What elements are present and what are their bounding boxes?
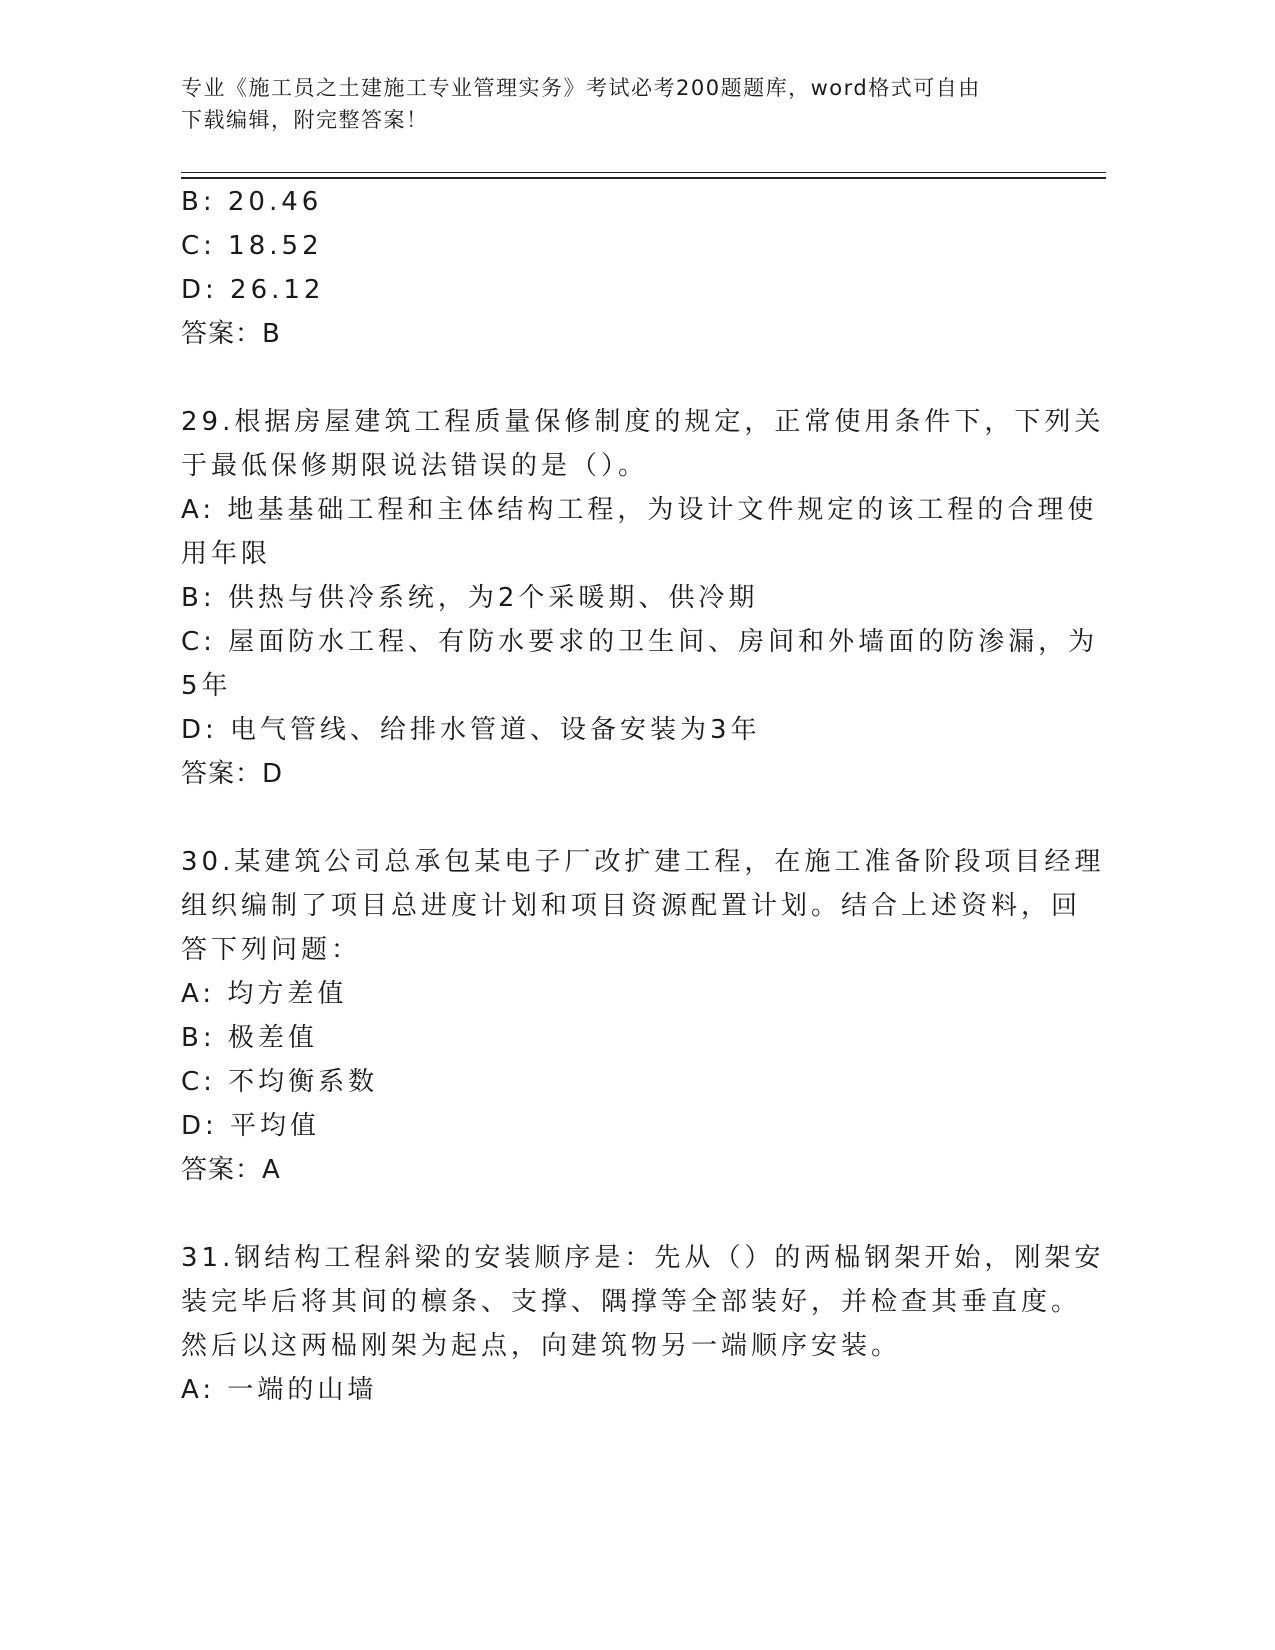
- spacer: [181, 1192, 1041, 1236]
- question-text-line: 31.钢结构工程斜梁的安装顺序是：先从（）的两榀钢架开始，刚架安: [181, 1243, 1105, 1273]
- header-rule-thin: [181, 172, 1106, 173]
- option-c-continued: 5年: [181, 671, 232, 701]
- question-31: [181, 1236, 1105, 1412]
- question-text-line: 组织编制了项目总进度计划和项目资源配置计划。结合上述资料，回: [181, 891, 1082, 921]
- option-c: C: 不均衡系数: [181, 1067, 379, 1097]
- header-rule-thick: [181, 177, 1106, 179]
- option-c: C: 18.52: [181, 231, 323, 261]
- question-30: [181, 840, 1105, 1192]
- spacer: [181, 796, 1041, 840]
- option-a: A: 地基基础工程和主体结构工程，为设计文件规定的该工程的合理使: [181, 495, 1098, 525]
- option-d: D: 电气管线、给排水管道、设备安装为3年: [181, 715, 761, 745]
- option-b: B: 20.46: [181, 187, 323, 217]
- option-c: C: 屋面防水工程、有防水要求的卫生间、房间和外墙面的防渗漏，为: [181, 627, 1099, 657]
- option-b: B: 供热与供冷系统，为2个采暖期、供冷期: [181, 583, 759, 613]
- option-a-continued: 用年限: [181, 539, 272, 569]
- option-d: D: 平均值: [181, 1111, 321, 1141]
- document-body: [181, 180, 1105, 1412]
- header-line-2: 下载编辑，附完整答案！: [181, 108, 429, 132]
- question-text-line: 然后以这两榀刚架为起点，向建筑物另一端顺序安装。: [181, 1331, 902, 1361]
- option-a: A: 均方差值: [181, 979, 348, 1009]
- question-29: [181, 400, 1105, 796]
- answer-line: 答案：B: [181, 319, 281, 349]
- option-a: A: 一端的山墙: [181, 1375, 378, 1405]
- option-d: D: 26.12: [181, 275, 325, 305]
- option-b: B: 极差值: [181, 1023, 318, 1053]
- document-header: [181, 72, 1061, 136]
- header-line-1: 专业《施工员之土建施工专业管理实务》考试必考200题题库，word格式可自由: [181, 76, 981, 100]
- spacer: [181, 356, 1041, 400]
- answer-line: 答案：A: [181, 1155, 281, 1185]
- question-text-line: 于最低保修期限说法错误的是（）。: [181, 451, 649, 481]
- question-text-line: 答下列问题：: [181, 935, 362, 965]
- question-text-line: 30.某建筑公司总承包某电子厂改扩建工程，在施工准备阶段项目经理: [181, 847, 1105, 877]
- question-text-line: 29.根据房屋建筑工程质量保修制度的规定，正常使用条件下，下列关: [181, 407, 1105, 437]
- question-text-line: 装完毕后将其间的檩条、支撑、隅撑等全部装好，并检查其垂直度。: [181, 1287, 1082, 1317]
- question-28-tail: [181, 180, 1041, 356]
- answer-line: 答案：D: [181, 759, 284, 789]
